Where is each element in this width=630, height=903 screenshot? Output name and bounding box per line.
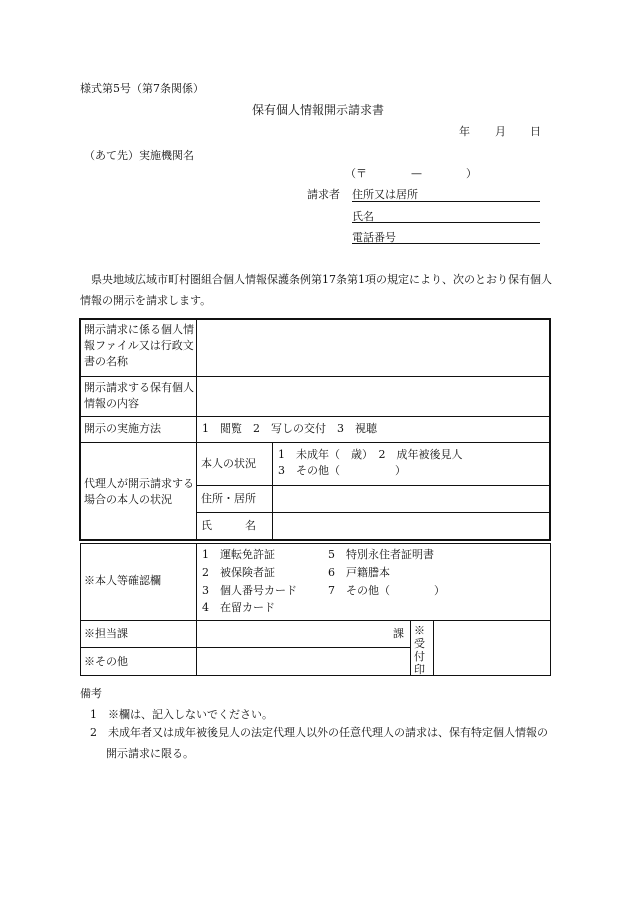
receipt-stamp-label: ※受付印 [414, 624, 425, 676]
note-1: 1 ※欄は、記入しないでください。 [90, 708, 273, 721]
section-suffix: 課 [393, 627, 404, 640]
method-label: 開示の実施方法 [84, 422, 161, 435]
staff-section-label: ※担当課 [84, 627, 128, 640]
identity-check-label: ※本人等確認欄 [84, 574, 161, 587]
status-label: 本人の状況 [201, 457, 256, 470]
content-field[interactable] [198, 377, 548, 416]
id-doc-1: 1 運転免許証 [202, 548, 275, 561]
principal-address-field[interactable] [274, 486, 549, 512]
note-2: 2 未成年者又は成年被後見人の法定代理人以外の任意代理人の請求は、保有特定個人情報の開示請求に限る。 [90, 726, 548, 760]
address-label: 住所又は居所 [352, 188, 418, 201]
addressee: （あて先）実施機関名 [84, 149, 194, 162]
name-label: 氏名 [352, 210, 374, 223]
id-doc-7: 7 その他（ ） [328, 584, 445, 597]
date-year-label: 年 [459, 125, 470, 138]
date-day-label: 日 [530, 125, 541, 138]
id-doc-5: 5 特別永住者証明書 [328, 548, 434, 561]
status-option-line1: 1 未成年（ 歳） 2 成年被後見人 [278, 448, 463, 461]
principal-address-label: 住所・居所 [201, 492, 256, 505]
name-underline [352, 222, 540, 223]
postal-code-field: （〒 — ） [345, 167, 477, 180]
file-name-label: 開示請求に係る個人情報ファイル又は行政文書の名称 [84, 323, 194, 368]
principal-name-field[interactable] [274, 513, 549, 539]
form-title: 保有個人情報開示請求書 [252, 103, 385, 117]
other-label: ※その他 [84, 655, 128, 668]
address-underline [352, 201, 540, 202]
id-doc-4: 4 在留カード [202, 601, 275, 614]
file-name-field[interactable] [198, 320, 548, 376]
status-option-line2: 3 その他（ ） [278, 464, 406, 477]
agent-label: 代理人が開示請求する場合の本人の状況 [84, 477, 194, 506]
id-doc-3: 3 個人番号カード [202, 584, 297, 597]
id-doc-6: 6 戸籍謄本 [328, 566, 390, 579]
principal-name-label: 氏 名 [201, 519, 256, 532]
date-month-label: 月 [495, 125, 506, 138]
phone-underline [352, 243, 540, 244]
method-options: 1 閲覧 2 写しの交付 3 視聴 [202, 422, 377, 435]
form-number: 様式第5号（第7条関係） [80, 82, 204, 95]
intro-paragraph: 県央地域広域市町村圏組合個人情報保護条例第17条第1項の規定により、次のとおり保有個人情報の開示を請求します。 [80, 273, 552, 307]
notes-heading: 備考 [80, 687, 102, 700]
id-doc-2: 2 被保険者証 [202, 566, 275, 579]
content-label: 開示請求する保有個人情報の内容 [84, 381, 194, 410]
requester-label: 請求者 [307, 188, 340, 201]
phone-label: 電話番号 [352, 231, 396, 244]
